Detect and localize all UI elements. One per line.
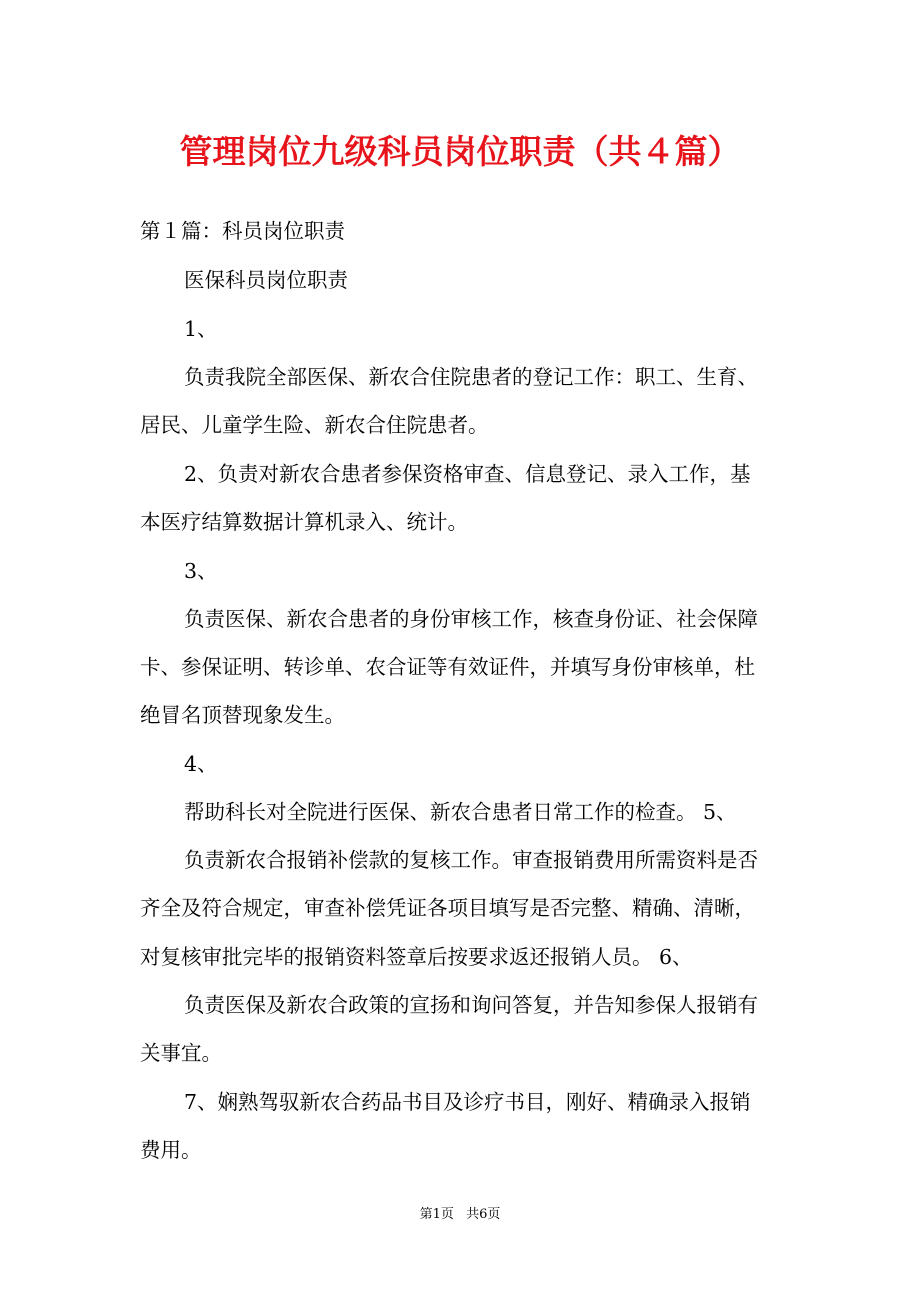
paragraph-line: 本医疗结算数据计算机录入、统计。 xyxy=(140,510,468,534)
paragraph-line: 2、负责对新农合患者参保资格审查、信息登记、录入工作，基 xyxy=(184,462,751,486)
paragraph-line: 绝冒名顶替现象发生。 xyxy=(140,703,345,727)
paragraph-line: 负责医保及新农合政策的宣扬和询问答复，并告知参保人报销有 xyxy=(184,993,758,1017)
paragraph-line: 7、娴熟驾驭新农合药品书目及诊疗书目，刚好、精确录入报销 xyxy=(184,1090,751,1114)
section-heading: 第１篇：科员岗位职责 xyxy=(140,219,345,243)
item-number-1: 1、 xyxy=(184,317,218,341)
paragraph-line: 卡、参保证明、转诊单、农合证等有效证件，并填写身份审核单，杜 xyxy=(140,655,755,679)
paragraph-line: 费用。 xyxy=(140,1138,202,1162)
item-number-3: 3、 xyxy=(184,559,218,583)
page-footer xyxy=(0,1205,920,1225)
paragraph-line: 帮助科长对全院进行医保、新农合患者日常工作的检查。 5、 xyxy=(184,800,737,824)
item-number-4: 4、 xyxy=(184,752,218,776)
paragraph-line: 居民、儿童学生险、新农合住院患者。 xyxy=(140,413,489,437)
paragraph-line: 负责我院全部医保、新农合住院患者的登记工作：职工、生育、 xyxy=(184,365,758,389)
page-number: 第1页 xyxy=(419,1207,454,1222)
page-total: 共6页 xyxy=(466,1207,501,1222)
paragraph-line: 负责新农合报销补偿款的复核工作。审查报销费用所需资料是否 xyxy=(184,848,758,872)
paragraph-line: 负责医保、新农合患者的身份审核工作，核查身份证、社会保障 xyxy=(184,607,758,631)
paragraph-line: 对复核审批完毕的报销资料签章后按要求返还报销人员。 6、 xyxy=(140,945,693,969)
paragraph-line: 关事宜。 xyxy=(140,1041,222,1065)
paragraph-line: 齐全及符合规定，审查补偿凭证各项目填写是否完整、精确、清晰， xyxy=(140,896,755,920)
document-title: 管理岗位九级科员岗位职责（共４篇） xyxy=(179,132,741,171)
subheading: 医保科员岗位职责 xyxy=(184,268,348,292)
